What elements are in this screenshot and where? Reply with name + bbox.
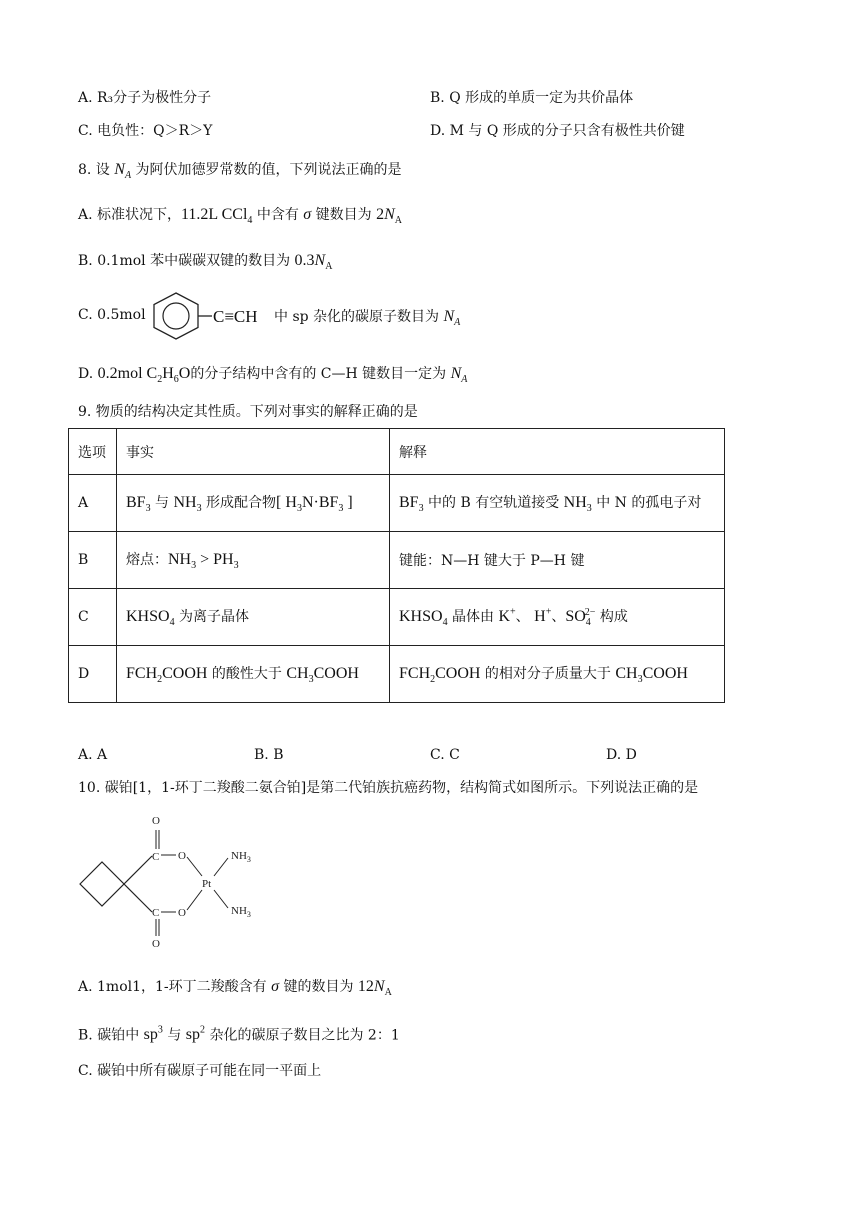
table-header-row bbox=[69, 429, 725, 475]
q7-option-d: D. M 与 Q 形成的分子只含有极性共价键 bbox=[430, 123, 685, 139]
q8-stem-suffix: 为阿伏加德罗常数的值，下列说法正确的是 bbox=[131, 162, 402, 178]
svg-text:NH3: $NH_3$ bbox=[231, 905, 251, 919]
q8-option-d bbox=[78, 364, 467, 390]
q8-option-c bbox=[274, 307, 460, 333]
benzene-ring-structure bbox=[140, 290, 212, 342]
svg-text:C: C bbox=[152, 851, 160, 863]
q10-a-suffix: 键的数目为 bbox=[279, 979, 358, 995]
q10-b-mid: 与 bbox=[162, 1027, 186, 1044]
q10-b-suffix: 杂化的碳原子数目之比为 2：1 bbox=[205, 1027, 400, 1044]
row-fact: $FCH_2COOH$ 的酸性大于 $CH_3COOH$ bbox=[117, 646, 390, 703]
table-row bbox=[69, 475, 725, 532]
q8-option-a bbox=[78, 205, 402, 231]
q8-d-formula: 0.2mol $C_2H_6O$ bbox=[97, 365, 191, 386]
q9-stem: 9. 物质的结构决定其性质。下列对事实的解释正确的是 bbox=[78, 404, 418, 420]
table-row bbox=[69, 589, 725, 646]
q8-option-b bbox=[78, 251, 332, 277]
header-fact: 事实 bbox=[117, 429, 390, 475]
svg-text:O: O bbox=[152, 815, 160, 827]
q7-option-a: A. R₃分子为极性分子 bbox=[78, 90, 212, 106]
q8-c-alkyne-group: C≡CH bbox=[213, 307, 258, 326]
q8-b-prefix: B. 0.1mol 苯中碳碳双键的数目为 bbox=[78, 253, 295, 269]
sigma-symbol: σ bbox=[271, 978, 279, 995]
svg-text:Pt: Pt bbox=[202, 878, 212, 890]
q7-option-c: C. 电负性：Q＞R＞Y bbox=[78, 123, 213, 139]
q9-answer-c: C. C bbox=[430, 747, 460, 763]
q8-a-formula: 11.2L CCl$_4$ bbox=[181, 206, 253, 227]
q8-stem bbox=[78, 160, 402, 186]
q8-option-c-prefix: C. 0.5mol bbox=[78, 307, 146, 323]
q8-stem-prefix: 8. 设 bbox=[78, 162, 115, 178]
row-option: D bbox=[69, 646, 117, 703]
q8-a-value: $2N_A$ bbox=[376, 206, 402, 227]
q8-c-value: $N_A$ bbox=[443, 308, 461, 329]
q10-option-c: C. 碳铂中所有碳原子可能在同一平面上 bbox=[78, 1063, 322, 1079]
q10-option-b bbox=[78, 1021, 400, 1045]
svg-text:O: O bbox=[178, 850, 186, 862]
svg-text:O: O bbox=[178, 907, 186, 919]
sigma-symbol: σ bbox=[303, 206, 312, 223]
row-explanation: $FCH_2COOH$ 的相对分子质量大于 $CH_3COOH$ bbox=[390, 646, 725, 703]
sp2-term: $sp^2$ bbox=[185, 1025, 206, 1044]
q8-a-suffix: 键数目为 bbox=[311, 207, 377, 223]
row-fact: $KHSO_4$ 为离子晶体 bbox=[117, 589, 390, 646]
row-explanation: $KHSO_4$ 晶体由 K+、 H+、$SO_4^{2-}$ 构成 bbox=[390, 589, 725, 646]
table-row bbox=[69, 646, 725, 703]
svg-text:NH3: $NH_3$ bbox=[231, 850, 251, 864]
q10-option-a bbox=[78, 977, 392, 1003]
sp3-term: $sp^3$ bbox=[143, 1025, 163, 1044]
svg-text:C: C bbox=[152, 907, 160, 919]
q10-stem: 10. 碳铂[1，1-环丁二羧酸二氨合铂]是第二代铂族抗癌药物，结构简式如图所示。下列说法正确的是 bbox=[78, 780, 699, 796]
q9-answer-a: A. A bbox=[78, 747, 108, 763]
q10-a-value: $12N_A$ bbox=[357, 978, 392, 999]
header-explanation: 解释 bbox=[390, 429, 725, 475]
q9-answer-d: D. D bbox=[606, 747, 637, 763]
q9-answer-b: B. B bbox=[254, 747, 284, 763]
q10-a-prefix: A. 1mol1，1-环丁二羧酸含有 bbox=[78, 979, 272, 995]
row-fact: $BF_3$ 与 $NH_3$ 形成配合物[ $H_3N\cdot BF_3$ ] bbox=[117, 475, 390, 532]
row-option: C bbox=[69, 589, 117, 646]
q9-table bbox=[68, 428, 725, 703]
row-explanation: $BF_3$ 中的 B 有空轨道接受 $NH_3$ 中 N 的孤电子对 bbox=[390, 475, 725, 532]
q8-a-mid: 中含有 bbox=[252, 207, 304, 223]
q8-c-suffix: 中 sp 杂化的碳原子数目为 bbox=[274, 309, 444, 325]
header-option: 选项 bbox=[69, 429, 117, 475]
table-row bbox=[69, 532, 725, 589]
row-option: A bbox=[69, 475, 117, 532]
row-explanation: 键能：N—H 键大于 P—H 键 bbox=[390, 532, 725, 589]
q8-d-prefix: D. bbox=[78, 366, 98, 382]
q10-b-prefix: B. 碳铂中 bbox=[78, 1027, 144, 1044]
row-option: B bbox=[69, 532, 117, 589]
q7-option-b: B. Q 形成的单质一定为共价晶体 bbox=[430, 90, 634, 106]
svg-text:O: O bbox=[152, 938, 160, 950]
avogadro-symbol: $N_A$ bbox=[114, 161, 132, 182]
carboplatin-structure bbox=[70, 810, 270, 955]
q8-b-value: $0.3N_A$ bbox=[294, 252, 333, 273]
q8-a-prefix: A. 标准状况下， bbox=[78, 207, 182, 223]
q8-d-value: $N_A$ bbox=[450, 365, 468, 386]
row-fact: 熔点：$NH_3 > PH_3$ bbox=[117, 532, 390, 589]
q8-d-suffix: 的分子结构中含有的 C—H 键数目一定为 bbox=[190, 366, 451, 382]
